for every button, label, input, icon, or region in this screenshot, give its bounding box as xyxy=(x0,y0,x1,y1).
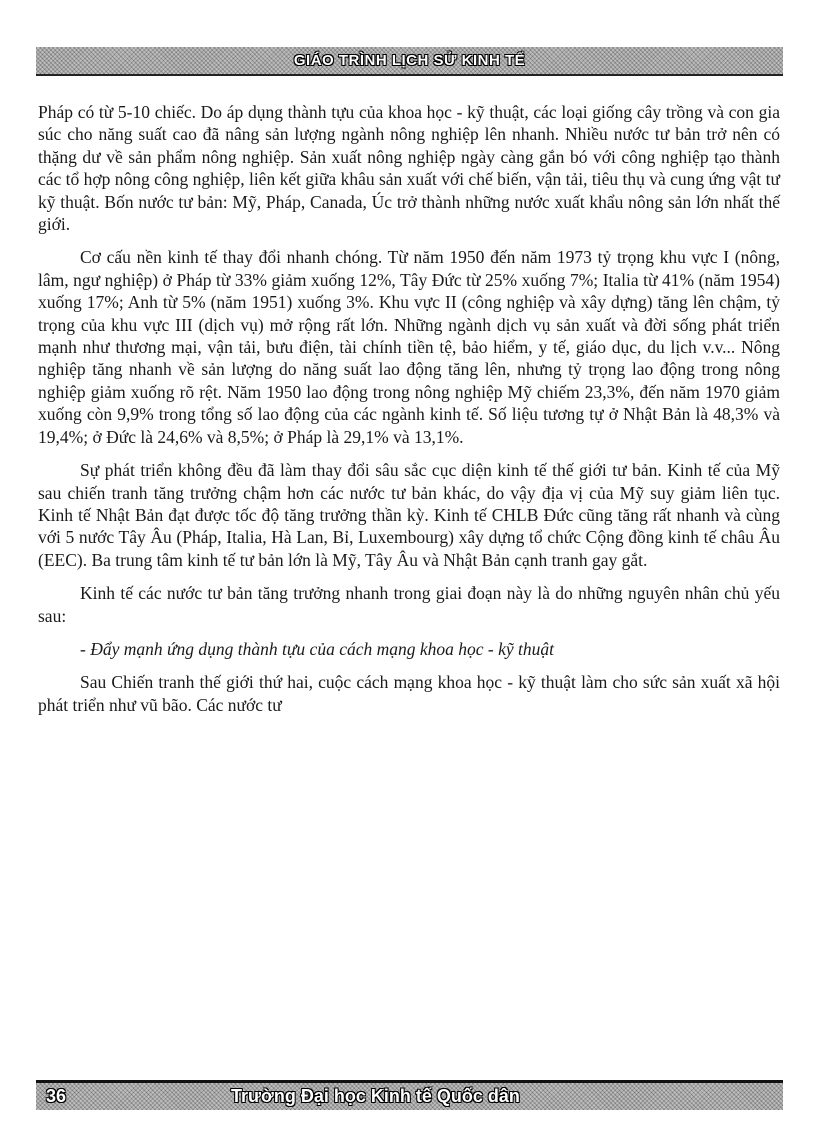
running-header xyxy=(36,47,783,76)
paragraph: Pháp có từ 5-10 chiếc. Do áp dụng thành tựu của khoa học - kỹ thuật, các loại giống cây trồng và con gia súc cho năng suất cao đã nâng sản lượng ngành nông nghiệp lên nhanh. Nhiều nước tư bản trở nên có thặng dư về sản phẩm nông nghiệp. Sản xuất nông nghiệp ngày càng gắn bó với công nghiệp tạo thành các tổ hợp nông công nghiệp, liên kết giữa khâu sản xuất với chế biến, vận tải, tiêu thụ và cung ứng vật tư kỹ thuật. Bốn nước tư bản: Mỹ, Pháp, Canada, Úc trở thành những nước xuất khẩu nông sản lớn nhất thế giới. xyxy=(38,102,780,235)
page-number: 36 xyxy=(46,1086,67,1106)
paragraph: Sự phát triển không đều đã làm thay đổi sâu sắc cục diện kinh tế thế giới tư bản. Kinh tế của Mỹ sau chiến tranh tăng trưởng chậm hơn các nước tư bản khác, do vậy địa vị của Mỹ suy giảm liên tục. Kinh tế Nhật Bản đạt được tốc độ tăng trưởng thần kỳ. Kinh tế CHLB Đức cũng tăng rất nhanh và cùng với 5 nước Tây Âu (Pháp, Italia, Hà Lan, Bỉ, Luxembourg) xây dựng tổ chức Cộng đồng kinh tế châu Âu (EEC). Ba trung tâm kinh tế tư bản lớn là Mỹ, Tây Âu và Nhật Bản cạnh tranh gay gắt. xyxy=(38,460,780,570)
publisher-name: Trường Đại học Kinh tế Quốc dân xyxy=(231,1086,520,1106)
paragraph: Cơ cấu nền kinh tế thay đổi nhanh chóng. Từ năm 1950 đến năm 1973 tỷ trọng khu vực I (nông, lâm, ngư nghiệp) ở Pháp từ 33% giảm xuống 12%, Tây Đức từ 25% xuống 7%; Italia từ 41% (năm 1954) xuống 17%; Anh từ 5% (năm 1951) xuống 3%. Khu vực II (công nghiệp và xây dựng) tăng lên chậm, tỷ trọng của khu vực III (dịch vụ) mở rộng rất lớn. Những ngành dịch vụ sản xuất và đời sống phát triển mạnh như thương mại, vận tải, bưu điện, tài chính tiền tệ, bảo hiểm, y tế, giáo dục, du lịch v.v... Nông nghiệp tăng nhanh về sản lượng do năng suất lao động tăng lên, nhưng tỷ trọng lao động trong nông nghiệp giảm xuống rõ rệt. Năm 1950 lao động trong nông nghiệp Mỹ chiếm 23,3%, đến năm 1970 giảm xuống còn 9,9% trong tổng số lao động của các ngành kinh tế. Số liệu tương tự ở Nhật Bản là 48,3% và 19,4%; ở Đức là 24,6% và 8,5%; ở Pháp là 29,1% và 13,1%. xyxy=(38,247,780,447)
running-footer xyxy=(36,1080,783,1110)
subheading: - Đẩy mạnh ứng dụng thành tựu của cách mạng khoa học - kỹ thuật xyxy=(80,638,554,659)
book-title: GIÁO TRÌNH LỊCH SỬ KINH TẾ xyxy=(293,52,526,69)
paragraph: Sau Chiến tranh thế giới thứ hai, cuộc cách mạng khoa học - kỹ thuật làm cho sức sản xuất xã hội phát triển như vũ bão. Các nước tư xyxy=(38,672,780,715)
page-body xyxy=(38,101,780,727)
paragraph: Kinh tế các nước tư bản tăng trưởng nhanh trong giai đoạn này là do những nguyên nhân chủ yếu sau: xyxy=(38,583,780,626)
